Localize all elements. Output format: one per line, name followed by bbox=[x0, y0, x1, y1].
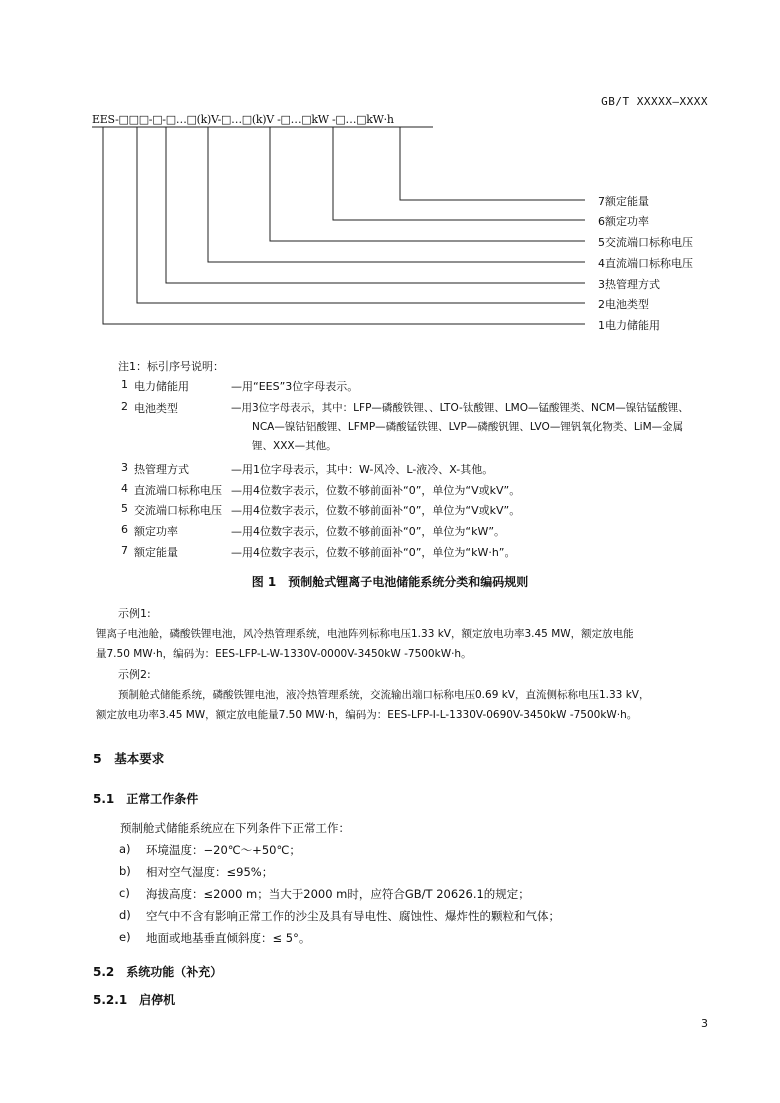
note-item-desc: —用“EES”3位字母表示。 bbox=[231, 380, 359, 393]
note-item-num: 2 bbox=[121, 400, 128, 413]
list-item-mark: d) bbox=[119, 908, 131, 922]
code-field-label: 7额定能量 bbox=[598, 195, 649, 208]
list-item-text: 空气中不含有影响正常工作的沙尘及具有导电性、腐蚀性、爆炸性的颗粒和气体； bbox=[146, 909, 560, 923]
figure-caption: 图 1 预制舱式锂离子电池储能系统分类和编码规则 bbox=[251, 575, 529, 589]
note-item-name: 交流端口标称电压 bbox=[134, 504, 222, 517]
note-item-desc: —用4位数字表示，位数不够前面补“0”，单位为“kW·h”。 bbox=[231, 546, 516, 559]
paragraph: 预制舱式储能系统应在下列条件下正常工作： bbox=[120, 821, 350, 835]
list-item-text: 相对空气湿度：≤95%； bbox=[146, 865, 274, 879]
code-field-label: 5交流端口标称电压 bbox=[598, 236, 693, 249]
note-item-num: 7 bbox=[121, 544, 128, 557]
note-item-num: 3 bbox=[121, 461, 128, 474]
code-field-label: 4直流端口标称电压 bbox=[598, 257, 693, 270]
list-item-mark: b) bbox=[119, 864, 131, 878]
note-item-desc: —用4位数字表示，位数不够前面补“0”，单位为“V或kV”。 bbox=[231, 504, 521, 517]
note-item-desc: —用1位字母表示，其中：W-风冷、L-液冷、X-其他。 bbox=[231, 463, 494, 476]
note-item-name: 额定功率 bbox=[134, 525, 178, 538]
list-item-mark: c) bbox=[119, 886, 130, 900]
code-rule-connector-lines bbox=[0, 0, 780, 360]
note-item-desc: —用3位字母表示，其中：LFP—磷酸铁锂、、LTO-钛酸锂、LMO—锰酸锂类、NCM—镍钴锰酸锂、 bbox=[231, 402, 689, 414]
list-item-text: 地面或地基垂直倾斜度：≤ 5°。 bbox=[146, 931, 311, 945]
list-item-mark: a) bbox=[119, 842, 131, 856]
standard-number: GB/T XXXXX—XXXX bbox=[601, 95, 708, 108]
note-title: 注1：标引序号说明： bbox=[118, 360, 224, 373]
example-line: 额定放电功率3.45 MW，额定放电能量7.50 MW·h，编码为：EES-LFP-I-L-1330V-0690V-3450kW -7500kW·h。 bbox=[96, 709, 638, 721]
subsection-heading: 5.1 正常工作条件 bbox=[93, 792, 199, 806]
example-line: 预制舱式储能系统，磷酸铁锂电池，液冷热管理系统，交流输出端口标称电压0.69 kV，直流侧标称电压1.33 kV， bbox=[118, 689, 650, 701]
subsubsection-heading: 5.2.1 启停机 bbox=[93, 993, 176, 1007]
note-item-desc: —用4位数字表示，位数不够前面补“0”，单位为“V或kV”。 bbox=[231, 484, 521, 497]
example-label: 示例2: bbox=[118, 668, 151, 681]
page-number: 3 bbox=[701, 1017, 708, 1030]
list-item-text: 环境温度：−20℃～+50℃； bbox=[146, 843, 301, 857]
example-line: 量7.50 MW·h，编码为：EES-LFP-L-W-1330V-0000V-3450kW -7500kW·h。 bbox=[96, 648, 472, 660]
note-item-name: 热管理方式 bbox=[134, 463, 189, 476]
list-item-text: 海拔高度：≤2000 m；当大于2000 m时，应符合GB/T 20626.1的规定； bbox=[146, 887, 530, 901]
note-item-desc: —用4位数字表示，位数不够前面补“0”，单位为“kW”。 bbox=[231, 525, 506, 538]
note-item-num: 4 bbox=[121, 482, 128, 495]
example-line: 锂离子电池舱，磷酸铁锂电池，风冷热管理系统，电池阵列标称电压1.33 kV，额定放电功率3.45 MW，额定放电能 bbox=[96, 628, 634, 640]
note-item-num: 5 bbox=[121, 502, 128, 515]
section-heading: 5 基本要求 bbox=[93, 751, 165, 766]
note-item-name: 额定能量 bbox=[134, 546, 178, 559]
example-label: 示例1: bbox=[118, 607, 151, 620]
note-item-num: 6 bbox=[121, 523, 128, 536]
note-item-name: 直流端口标称电压 bbox=[134, 484, 222, 497]
note-item-name: 电力储能用 bbox=[134, 380, 189, 393]
subsection-heading: 5.2 系统功能（补充） bbox=[93, 965, 223, 979]
note-item-desc-cont: 锂、XXX—其他。 bbox=[252, 440, 337, 452]
note-item-desc-cont: NCA—镍钴铝酸锂、LFMP—磷酸锰铁锂、LVP—磷酸钒锂、LVO—锂钒氧化物类、LiM—金属 bbox=[252, 421, 684, 433]
code-string: EES-□□□-□-□…□(k)V-□…□(k)V -□…□kW -□…□kW·h bbox=[92, 113, 394, 126]
code-field-label: 2电池类型 bbox=[598, 298, 649, 311]
note-item-num: 1 bbox=[121, 378, 128, 391]
list-item-mark: e) bbox=[119, 930, 131, 944]
note-item-name: 电池类型 bbox=[134, 402, 178, 415]
code-field-label: 6额定功率 bbox=[598, 215, 649, 228]
code-field-label: 1电力储能用 bbox=[598, 319, 660, 332]
code-field-label: 3热管理方式 bbox=[598, 278, 660, 291]
